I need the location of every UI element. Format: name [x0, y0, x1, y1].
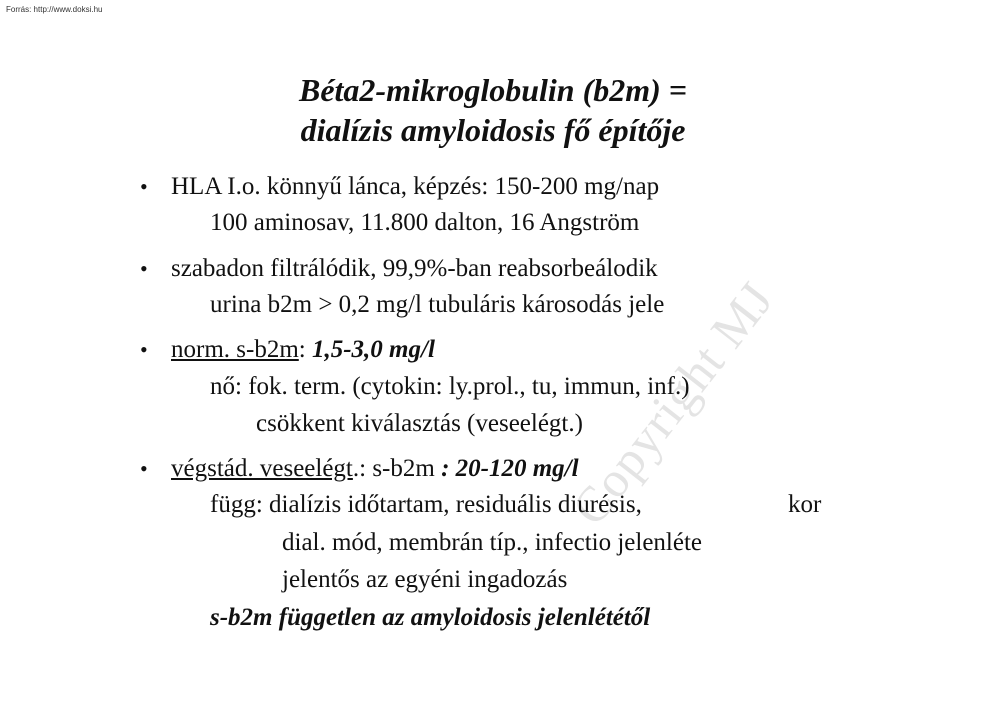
bullet-1-line-2: 100 aminosav, 11.800 dalton, 16 Angström [210, 209, 640, 236]
bullet-2-line-2: urina b2m > 0,2 mg/l tubuláris károsodás jele [210, 291, 665, 318]
norm-value: 1,5-3,0 mg/l [311, 336, 435, 363]
bullet-4-line-3: dial. mód, membrán típ., infectio jelenléte [282, 529, 703, 556]
bullet-4-line-1 [171, 454, 579, 484]
bullet-3-line-3: csökkent kiválasztás (veseelégt.) [256, 410, 583, 437]
endstage-term: végstád. veseelégt [171, 455, 353, 482]
bullet-3-line-1 [171, 335, 435, 365]
bullet-dot-3: • [140, 337, 148, 362]
title-line-2: dialízis amyloidosis fő építője [300, 112, 686, 148]
norm-term: norm. s-b2m [171, 336, 299, 363]
norm-sep: : [298, 336, 306, 363]
title-line-1: Béta2-mikroglobulin (b2m) = [298, 72, 688, 108]
bullet-4-line-2a: függ: dialízis időtartam, residuális diurésis, [210, 491, 642, 518]
bullet-4-line-4: jelentős az egyéni ingadozás [282, 566, 568, 593]
endstage-value: : 20-120 mg/l [434, 455, 579, 482]
source-url: Forrás: http://www.doksi.hu [6, 5, 103, 14]
endstage-rest: .: s-b2m [352, 455, 435, 482]
slide-title [0, 70, 1000, 150]
bullet-dot-2: • [140, 256, 148, 281]
bullet-dot-1: • [140, 174, 148, 199]
copyright-watermark: Copyright MJ [560, 271, 785, 536]
bullet-4-line-5: s-b2m független az amyloidosis jelenlététől [210, 604, 651, 631]
bullet-4-line-2b: kor [788, 491, 822, 518]
bullet-2-line-1: szabadon filtrálódik, 99,9%-ban reabsorbeálodik [171, 255, 658, 282]
bullet-1-line-1: HLA I.o. könnyű lánca, képzés: 150-200 mg/nap [171, 173, 660, 200]
bullet-dot-4: • [140, 456, 148, 481]
bullet-3-line-2: nő: fok. term. (cytokin: ly.prol., tu, immun, inf.) [210, 373, 690, 400]
